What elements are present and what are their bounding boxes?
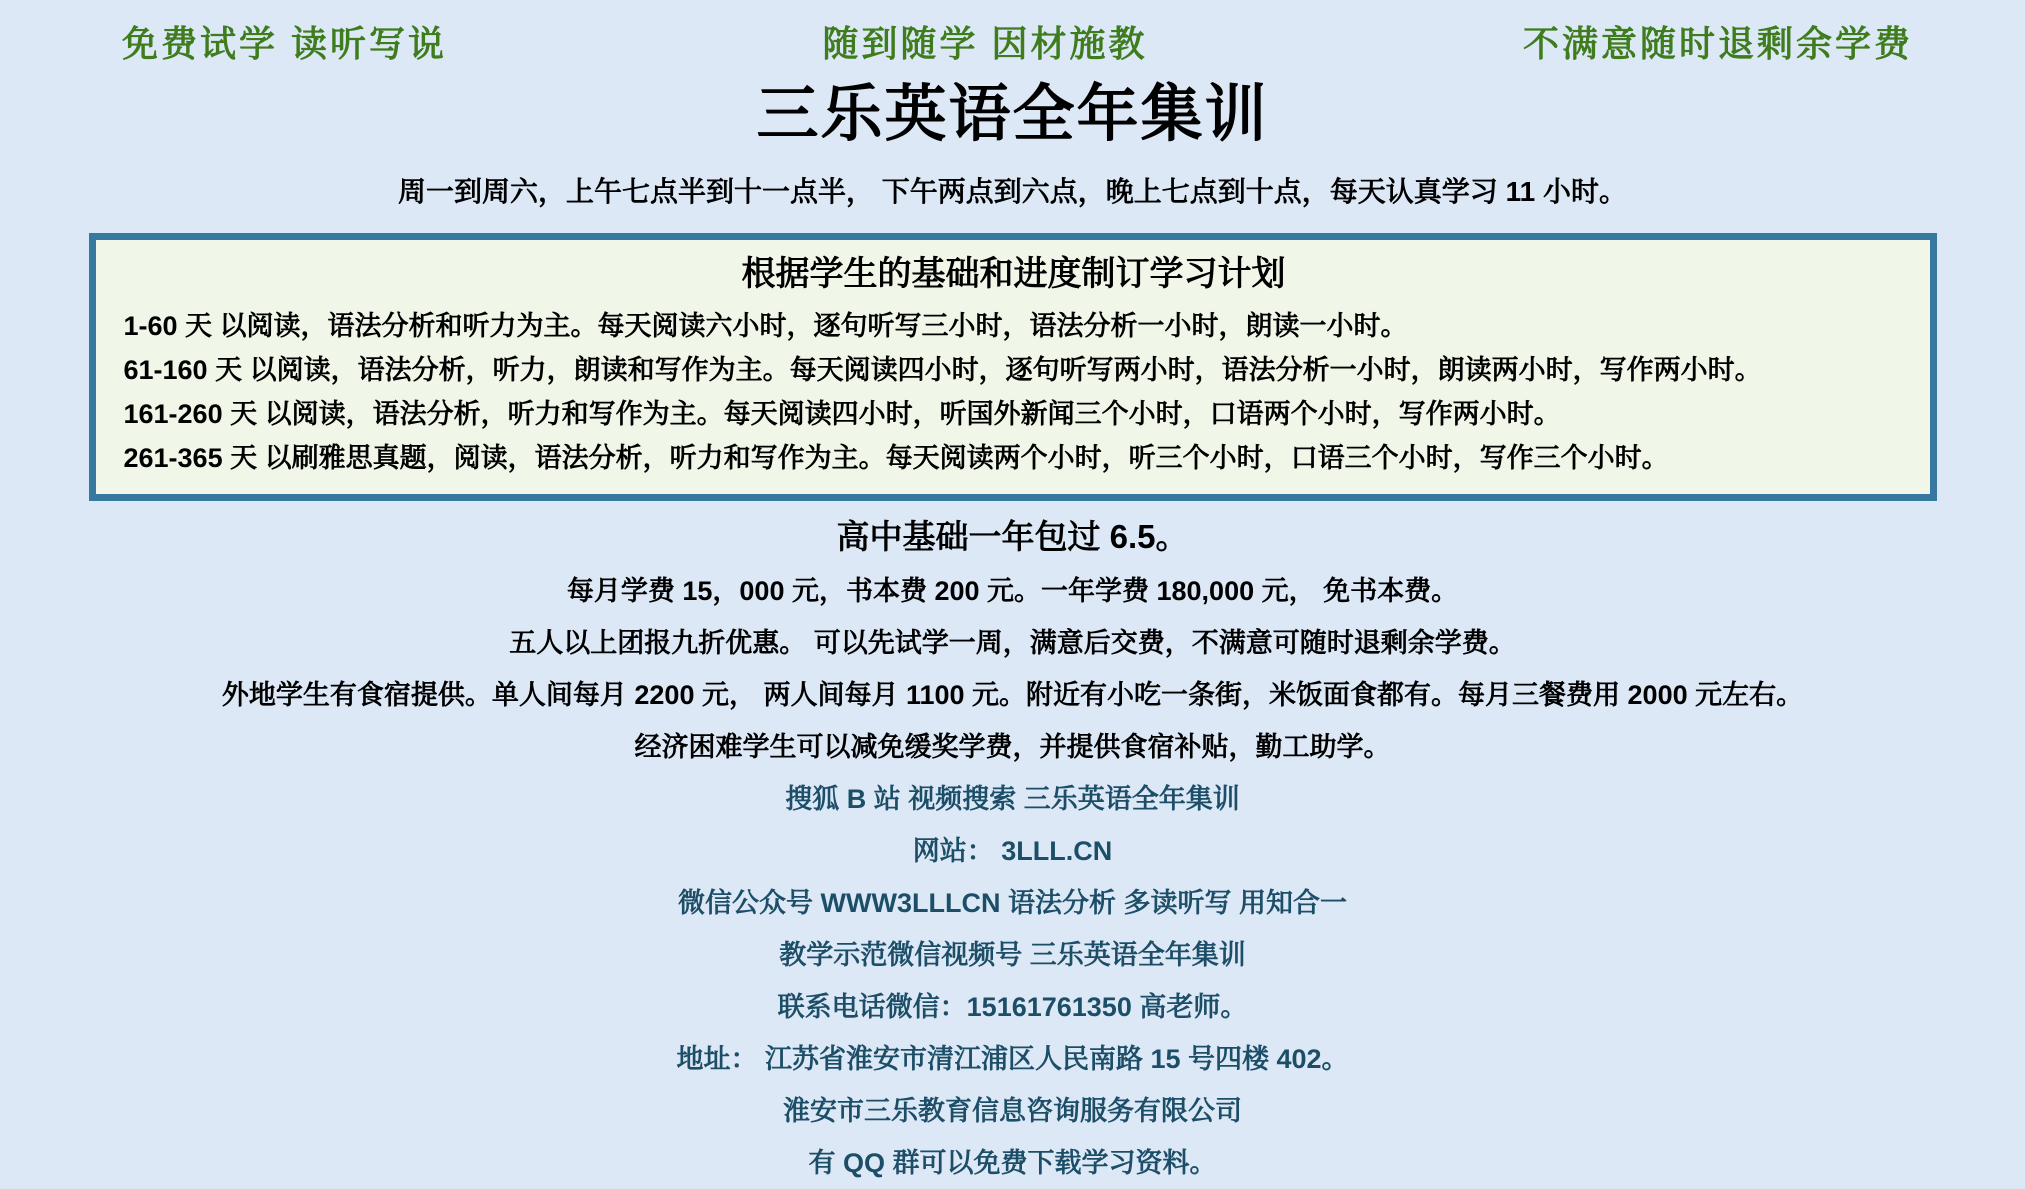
tuition-line: 每月学费 15，000 元，书本费 200 元。一年学费 180,000 元， 免书本费。: [566, 576, 1459, 606]
slogan-center: 随到随学 因材施教: [822, 23, 1148, 64]
contact-wechat-official-line: 微信公众号 WWW3LLLCN 语法分析 多读听写 用知合一: [678, 888, 1347, 918]
daily-schedule-line: 周一到周六，上午七点半到十一点半， 下午两点到六点，晚上七点到十点，每天认真学习 11 小时。: [398, 176, 1627, 207]
study-plan-box: [89, 233, 1937, 501]
contact-company-line: 淮安市三乐教育信息咨询服务有限公司: [783, 1096, 1242, 1126]
contact-address-line: 地址： 江苏省淮安市清江浦区人民南路 15 号四楼 402。: [676, 1044, 1349, 1074]
slogan-right: 不满意随时退剩余学费: [1522, 23, 1913, 64]
contact-video-search-line: 搜狐 B 站 视频搜索 三乐英语全年集训: [785, 784, 1240, 814]
contact-wechat-video-line: 教学示范微信视频号 三乐英语全年集训: [779, 940, 1246, 970]
plan-item-days-1-60: 1-60 天 以阅读，语法分析和听力为主。每天阅读六小时，逐句听写三小时，语法分析一小时，朗读一小时。: [123, 311, 1408, 341]
slogan-header-row: [0, 0, 2025, 67]
plan-item-days-261-365: 261-365 天 以刷雅思真题，阅读，语法分析，听力和写作为主。每天阅读两个小时，听三个小时，口语三个小时，写作三个小时。: [123, 443, 1669, 473]
slogan-left: 免费试学 读听写说: [122, 23, 448, 64]
contact-website-line: 网站： 3LLL.CN: [912, 836, 1113, 866]
plan-item-days-61-160: 61-160 天 以阅读，语法分析，听力，朗读和写作为主。每天阅读四小时，逐句听写两小时，语法分析一小时，朗读两小时，写作两小时。: [123, 355, 1762, 385]
financial-aid-line: 经济困难学生可以减免缓奖学费，并提供食宿补贴，勤工助学。: [634, 732, 1391, 762]
discount-line: 五人以上团报九折优惠。 可以先试学一周，满意后交费，不满意可随时退剩余学费。: [509, 628, 1516, 658]
study-plan-heading: 根据学生的基础和进度制订学习计划: [741, 255, 1286, 293]
details-section: [0, 509, 2025, 1189]
contact-phone-line: 联系电话微信：15161761350 高老师。: [777, 992, 1248, 1022]
contact-qq-group-line: 有 QQ 群可以免费下载学习资料。: [808, 1148, 1217, 1178]
page-title: 三乐英语全年集训: [756, 80, 1269, 149]
accommodation-line: 外地学生有食宿提供。单人间每月 2200 元， 两人间每月 1100 元。附近有小吃一条街，米饭面食都有。每月三餐费用 2000 元左右。: [221, 680, 1804, 710]
guarantee-line: 高中基础一年包过 6.5。: [836, 518, 1189, 555]
plan-item-days-161-260: 161-260 天 以阅读，语法分析，听力和写作为主。每天阅读四小时，听国外新闻三个小时，口语两个小时，写作两小时。: [123, 399, 1561, 429]
